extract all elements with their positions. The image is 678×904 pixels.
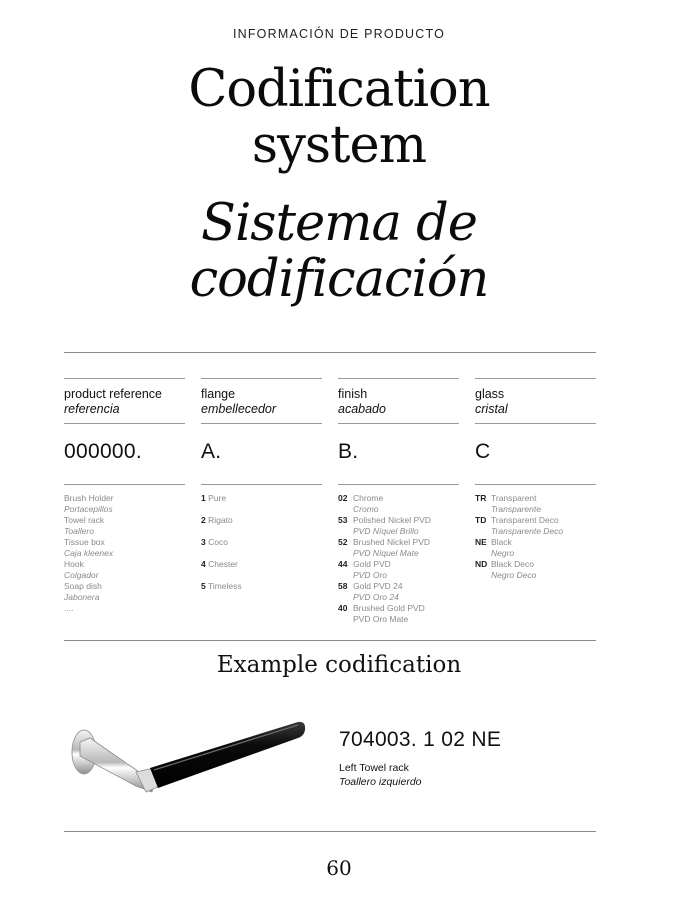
page-number: 60 bbox=[326, 856, 352, 880]
list-item: Brush Holder bbox=[64, 493, 114, 503]
column-code: C bbox=[475, 423, 596, 484]
column-heading-es: referencia bbox=[64, 402, 120, 416]
list-item: 40 Brushed Gold PVD bbox=[338, 603, 425, 613]
column-heading-en: product reference bbox=[64, 387, 162, 401]
list-item: Towel rack bbox=[64, 515, 105, 525]
list-item: Tissue box bbox=[64, 537, 105, 547]
title-spanish bbox=[0, 196, 678, 308]
column-finish bbox=[338, 378, 459, 625]
list-item-translation: Colgador bbox=[64, 570, 99, 580]
example-name-es: Toallero izquierdo bbox=[339, 776, 422, 788]
list-item-translation: Transparente Deco bbox=[491, 526, 564, 536]
list-item: 4 Chester bbox=[201, 559, 238, 569]
title-es-line2: codificación bbox=[189, 250, 489, 309]
section-overline: INFORMACIÓN DE PRODUCTO bbox=[232, 27, 446, 41]
list-item: .... bbox=[64, 603, 74, 613]
list-item-translation: PVD Oro 24 bbox=[353, 592, 399, 602]
list-item: 02 Chrome bbox=[338, 493, 384, 503]
list-item-translation: PVD Níquel Mate bbox=[353, 548, 419, 558]
list-item: 44 Gold PVD bbox=[338, 559, 391, 569]
list-item-translation: Jabonera bbox=[64, 592, 100, 602]
list-item: NE Black bbox=[475, 537, 512, 547]
divider-middle bbox=[64, 640, 596, 641]
list-item-translation: PVD Oro bbox=[353, 570, 388, 580]
column-heading-es: embellecedor bbox=[201, 402, 277, 416]
example-code: 704003. 1 02 NE bbox=[339, 728, 502, 751]
list-item-translation: Negro Deco bbox=[491, 570, 537, 580]
list-item-translation: PVD Níquel Brillo bbox=[353, 526, 419, 536]
list-item-translation: Cromo bbox=[353, 504, 379, 514]
column-items bbox=[201, 484, 322, 592]
column-glass bbox=[475, 378, 596, 581]
column-code: 000000. bbox=[64, 423, 185, 484]
example-name-en: Left Towel rack bbox=[339, 762, 409, 774]
column-items bbox=[338, 484, 459, 625]
column-code: B. bbox=[338, 423, 459, 484]
list-item: 58 Gold PVD 24 bbox=[338, 581, 403, 591]
list-item: Soap dish bbox=[64, 581, 102, 591]
column-heading-en: flange bbox=[201, 387, 236, 401]
towel-rack-image bbox=[62, 712, 312, 800]
list-item: Hook bbox=[64, 559, 84, 569]
column-code: A. bbox=[201, 423, 322, 484]
list-item: TD Transparent Deco bbox=[475, 515, 559, 525]
list-item-translation: Negro bbox=[491, 548, 515, 558]
list-item: ND Black Deco bbox=[475, 559, 534, 569]
column-heading-en: glass bbox=[475, 387, 505, 401]
column-flange bbox=[201, 378, 322, 592]
list-item: 5 Timeless bbox=[201, 581, 242, 591]
divider-top bbox=[64, 352, 596, 353]
column-items bbox=[64, 484, 185, 614]
column-product-reference bbox=[64, 378, 185, 614]
title-english bbox=[0, 62, 678, 174]
list-item-translation: Portacepillos bbox=[64, 504, 113, 514]
list-item: 2 Rigato bbox=[201, 515, 233, 525]
column-heading-es: cristal bbox=[475, 402, 508, 416]
divider-bottom bbox=[64, 831, 596, 832]
title-en-line2: system bbox=[251, 116, 427, 175]
list-item: 53 Polished Nickel PVD bbox=[338, 515, 431, 525]
example-heading: Example codification bbox=[216, 652, 462, 678]
list-item-translation: Transparente bbox=[491, 504, 541, 514]
list-item: 52 Brushed Nickel PVD bbox=[338, 537, 431, 547]
list-item: 1 Pure bbox=[201, 493, 227, 503]
title-en-line1: Codification bbox=[188, 60, 490, 119]
title-es-line1: Sistema de bbox=[201, 194, 477, 253]
list-item-translation: Toallero bbox=[64, 526, 94, 536]
list-item: TR Transparent bbox=[475, 493, 537, 503]
column-heading-es: acabado bbox=[338, 402, 386, 416]
list-item-translation: PVD Oro Mate bbox=[353, 614, 409, 624]
list-item: 3 Coco bbox=[201, 537, 228, 547]
column-heading-en: finish bbox=[338, 387, 368, 401]
column-items bbox=[475, 484, 596, 581]
list-item-translation: Caja kleenex bbox=[64, 548, 114, 558]
